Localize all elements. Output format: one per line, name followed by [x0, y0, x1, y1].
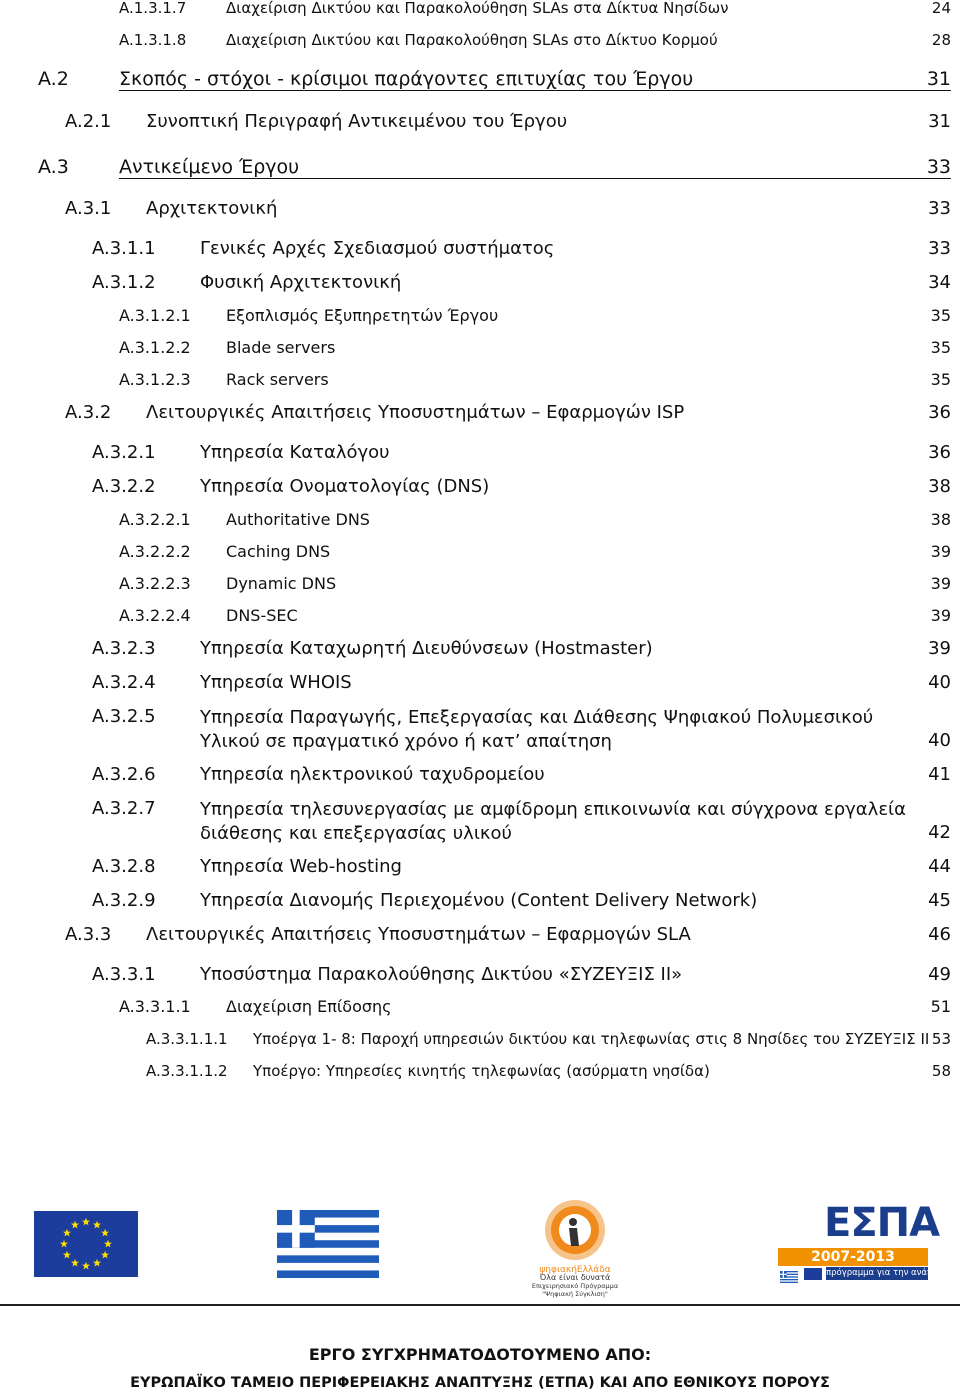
toc-entry[interactable]: [119, 606, 960, 632]
toc-entry-page: 46: [928, 924, 951, 945]
toc-entry-number: A.3.3.1.1: [119, 997, 191, 1016]
toc-entry-number: A.3: [38, 156, 69, 178]
toc-entry-title: Συνοπτική Περιγραφή Αντικειμένου του Έργου: [146, 111, 568, 132]
espa-title: ΕΣΠΑ: [824, 1200, 940, 1246]
toc-entry-number: A.2: [38, 68, 69, 90]
toc-entry-number: A.3.2.2: [92, 476, 156, 497]
toc-entry-page: 49: [928, 964, 951, 985]
toc-entry-title: Διαχείριση Δικτύου και Παρακολούθηση SLAs στο Δίκτυο Κορμού: [226, 31, 718, 49]
toc-entry[interactable]: [92, 442, 960, 468]
toc-entry-title: Υπηρεσία Καταλόγου: [200, 442, 390, 463]
toc-entry-page: 44: [928, 856, 951, 877]
toc-entry-page: 40: [928, 730, 951, 751]
digital-greece-emblem-icon: [525, 1198, 625, 1262]
toc-entry-number: A.3.2.6: [92, 764, 156, 785]
toc-entry-number: A.3.2.4: [92, 672, 156, 693]
toc-entry[interactable]: [92, 798, 960, 848]
toc-entry[interactable]: [65, 924, 960, 950]
footer-funding-sources: ΕΥΡΩΠΑΪΚΟ ΤΑΜΕΙΟ ΠΕΡΙΦΕΡΕΙΑΚΗΣ ΑΝΑΠΤΥΞΗΣ (ΕΤΠΑ) ΚΑΙ ΑΠΟ ΕΘΝΙΚΟΥΣ ΠΟΡΟΥΣ: [130, 1375, 830, 1391]
toc-entry[interactable]: [119, 542, 960, 568]
footer-cofunded-heading: ΕΡΓΟ ΣΥΓΧΡΗΜΑΤΟΔΟΤΟΥΜΕΝΟ ΑΠΟ:: [308, 1345, 652, 1364]
toc-entry-page: 31: [926, 68, 951, 90]
toc-entry[interactable]: [119, 510, 960, 536]
toc-entry-title: Caching DNS: [226, 542, 331, 561]
espa-slogan: πρόγραμμα για την ανάπτυξη: [826, 1268, 953, 1278]
digital-greece-programme-name: "Ψηφιακή Σύγκλιση": [542, 1290, 608, 1298]
footer-divider: [0, 1304, 960, 1306]
toc-entry-title: Φυσική Αρχιτεκτονική: [200, 272, 402, 293]
toc-entry[interactable]: [92, 272, 960, 298]
toc-entry-number: A.3.1.2.2: [119, 338, 191, 357]
toc-entry-title: Γενικές Αρχές Σχεδιασμού συστήματος: [200, 238, 555, 259]
toc-entry-number: A.3.2.5: [92, 706, 156, 727]
toc-entry-number: A.3.1.2: [92, 272, 156, 293]
toc-entry[interactable]: [38, 68, 960, 94]
toc-entry[interactable]: [146, 1062, 960, 1088]
toc-entry-page: 45: [928, 890, 951, 911]
eu-flag-logo: [34, 1211, 138, 1277]
toc-entry-page: 36: [928, 402, 951, 423]
toc-entry[interactable]: [38, 156, 960, 182]
digital-greece-brand: ψηφιακήΕλλάδα: [539, 1265, 611, 1275]
toc-entry[interactable]: [92, 672, 960, 698]
toc-entry-title: Λειτουργικές Απαιτήσεις Υποσυστημάτων – Εφαρμογών SLA: [146, 924, 691, 945]
toc-entry-page: 35: [930, 338, 951, 357]
digital-greece-programme: Επιχειρησιακό Πρόγραμμα: [531, 1282, 619, 1290]
toc-entry-page: 35: [930, 370, 951, 389]
toc-entry-title: DNS-SEC: [226, 606, 298, 625]
toc-entry-title: Αντικείμενο Έργου: [119, 156, 300, 178]
toc-entry[interactable]: [119, 574, 960, 600]
toc-entry-number: A.3.2.3: [92, 638, 156, 659]
toc-entry-number: A.3.3.1: [92, 964, 156, 985]
greek-mini-flag-icon: [778, 1268, 800, 1280]
toc-entry-title: Authoritative DNS: [226, 510, 370, 529]
toc-entry-number: A.3.1.2.1: [119, 306, 191, 325]
toc-entry[interactable]: [92, 890, 960, 916]
toc-entry-page: 39: [930, 574, 951, 593]
toc-entry[interactable]: [92, 238, 960, 264]
toc-entry[interactable]: [92, 476, 960, 502]
toc-entry-number: A.3.2.7: [92, 798, 156, 819]
toc-entry-title: Υπηρεσία WHOIS: [200, 672, 352, 693]
toc-entry-number: A.3.2.2.1: [119, 510, 191, 529]
toc-entry-number: A.3.2.9: [92, 890, 156, 911]
toc-entry[interactable]: [119, 338, 960, 364]
toc-entry-page: 39: [928, 638, 951, 659]
toc-entry-title: Blade servers: [226, 338, 336, 357]
toc-entry-title: Σκοπός - στόχοι - κρίσιμοι παράγοντες επιτυχίας του Έργου: [119, 68, 694, 90]
toc-entry[interactable]: [92, 706, 960, 756]
toc-entry-title: Υπηρεσία Ονοματολογίας (DNS): [200, 476, 490, 497]
eu-mini-flag-icon: [804, 1268, 822, 1280]
toc-entry-page: 33: [928, 198, 951, 219]
toc-entry-page: 34: [928, 272, 951, 293]
toc-entry-title: Υποέργα 1- 8: Παροχή υπηρεσιών δικτύου και τηλεφωνίας στις 8 Νησίδες του ΣΥΖΕΥΞΙΣ ΙΙ: [253, 1030, 930, 1048]
toc-entry-page: 33: [926, 156, 951, 178]
toc-entry[interactable]: [92, 638, 960, 664]
espa-logo: [778, 1200, 953, 1280]
toc-entry-title: Υποσύστημα Παρακολούθησης Δικτύου «ΣΥΖΕΥΞΙΣ ΙΙ»: [200, 964, 683, 985]
toc-entry-page: 36: [928, 442, 951, 463]
toc-entry-title: Υπηρεσία ηλεκτρονικού ταχυδρομείου: [200, 764, 545, 785]
toc-entry-number: A.3.3.1.1.1: [146, 1030, 228, 1048]
toc-entry-page: 31: [928, 111, 951, 132]
toc-entry-page: 38: [930, 510, 951, 529]
toc-entry-underline: [119, 90, 951, 91]
toc-entry-page: 35: [930, 306, 951, 325]
digital-greece-caption: [525, 1266, 625, 1298]
toc-entry-page: 39: [930, 542, 951, 561]
toc-entry-title: Λειτουργικές Απαιτήσεις Υποσυστημάτων – Εφαρμογών ISP: [146, 402, 685, 423]
toc-entry-page: 58: [931, 1062, 951, 1080]
toc-entry-number: A.3.3.1.1.2: [146, 1062, 228, 1080]
toc-entry-title: Υπηρεσία Καταχωρητή Διευθύνσεων (Hostmaster): [200, 638, 653, 659]
toc-entry-title: Dynamic DNS: [226, 574, 337, 593]
toc-entry-number: A.1.3.1.8: [119, 31, 187, 49]
toc-entry-page: 41: [928, 764, 951, 785]
toc-entry-page: 51: [930, 997, 951, 1016]
toc-entry-title: Διαχείριση Δικτύου και Παρακολούθηση SLAs στα Δίκτυα Νησίδων: [226, 0, 729, 17]
toc-entry-title: Υπηρεσία τηλεσυνεργασίας με αμφίδρομη επικοινωνία και σύγχρονα εργαλεία διάθεσης και επεξεργασίας υλικού: [200, 799, 907, 844]
toc-entry-page: 38: [928, 476, 951, 497]
toc-entry-number: A.3.2: [65, 402, 112, 423]
toc-entry-title: Υποέργο: Υπηρεσίες κινητής τηλεφωνίας (ασύρματη νησίδα): [253, 1062, 710, 1080]
toc-entry-title: Εξοπλισμός Εξυπηρετητών Έργου: [226, 306, 499, 325]
digital-greece-logo: [525, 1198, 625, 1298]
toc-entry[interactable]: [92, 764, 960, 790]
toc-entry-page: 28: [931, 31, 951, 49]
toc-entry-title: Υπηρεσία Διανομής Περιεχομένου (Content Delivery Network): [200, 890, 758, 911]
toc-entry[interactable]: [92, 856, 960, 882]
toc-entry-number: A.3.2.2.3: [119, 574, 191, 593]
toc-entry[interactable]: [119, 0, 960, 25]
toc-entry-page: 42: [928, 822, 951, 843]
toc-entry-number: A.1.3.1.7: [119, 0, 187, 17]
toc-entry-number: A.3.2.1: [92, 442, 156, 463]
toc-entry[interactable]: [92, 964, 960, 990]
toc-entry-number: A.3.3: [65, 924, 112, 945]
toc-entry-number: A.3.2.2.4: [119, 606, 191, 625]
toc-entry-number: A.3.1.1: [92, 238, 156, 259]
toc-entry-number: A.3.2.2.2: [119, 542, 191, 561]
toc-entry-page: 39: [930, 606, 951, 625]
toc-entry-title: Αρχιτεκτονική: [146, 198, 278, 219]
toc-entry-number: A.3.1.2.3: [119, 370, 191, 389]
toc-entry[interactable]: [119, 997, 960, 1023]
toc-entry-page: 40: [928, 672, 951, 693]
toc-entry[interactable]: [146, 1030, 960, 1056]
greek-flag-logo: [277, 1210, 379, 1278]
toc-entry[interactable]: [119, 370, 960, 396]
toc-entry[interactable]: [119, 31, 960, 57]
toc-entry-number: A.3.2.8: [92, 856, 156, 877]
toc-entry-title: Υπηρεσία Παραγωγής, Επεξεργασίας και Διάθεσης Ψηφιακού Πολυμεσικού Υλικού σε πραγματικό χρόνο ή κατ’ απαίτηση: [200, 707, 874, 752]
toc-entry[interactable]: [65, 402, 960, 428]
toc-entry-underline: [119, 178, 951, 179]
digital-greece-motto: Όλα είναι δυνατά: [539, 1273, 611, 1282]
toc-entry-page: 24: [931, 0, 951, 17]
espa-years: 2007-2013: [778, 1248, 928, 1266]
toc-entry-title: Υπηρεσία Web-hosting: [200, 856, 402, 877]
toc-entry-page: 33: [928, 238, 951, 259]
toc-entry[interactable]: [65, 198, 960, 224]
toc-entry-page: 53: [931, 1030, 951, 1048]
toc-entry-title: Διαχείριση Επίδοσης: [226, 997, 392, 1016]
toc-entry-number: A.3.1: [65, 198, 112, 219]
toc-entry-title: Rack servers: [226, 370, 329, 389]
toc-entry-number: A.2.1: [65, 111, 112, 132]
toc-entry[interactable]: [65, 111, 960, 137]
toc-entry[interactable]: [119, 306, 960, 332]
